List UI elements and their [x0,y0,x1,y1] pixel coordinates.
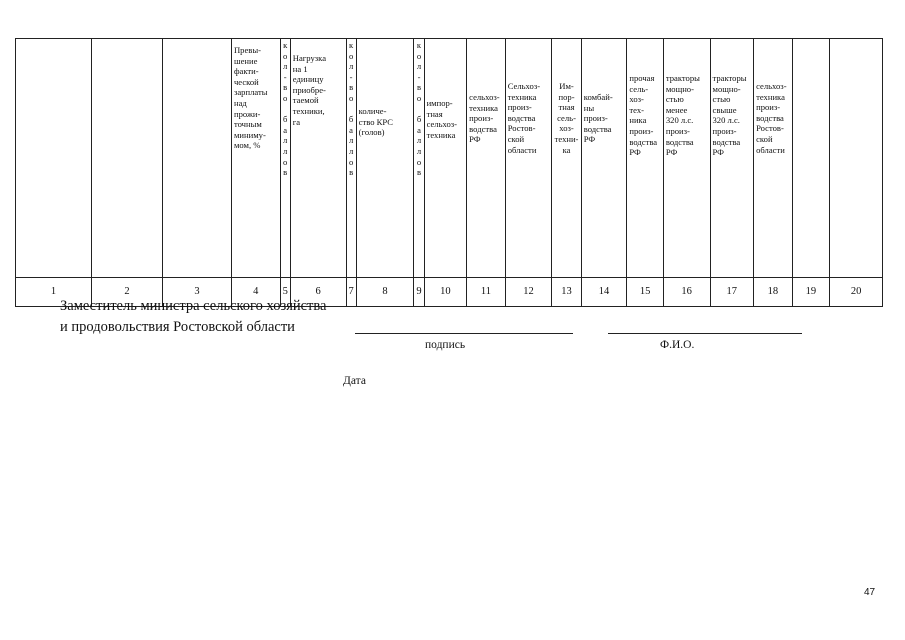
header-cell-load-per-unit: Нагрузка на 1 единицу приобре- таемой техники, га [290,39,346,278]
column-number: 7 [346,278,356,307]
column-number: 1 [16,278,92,307]
page-number: 47 [864,587,876,598]
header-cell-cattle-count: количе- ство КРС (голов) [356,39,414,278]
column-number: 2 [92,278,163,307]
header-cell-points: к о л - в о б а л л о в [414,39,424,278]
column-number: 15 [627,278,664,307]
column-number: 14 [581,278,627,307]
header-cell [16,39,92,278]
header-cell-machinery-rostov-2: сельхоз- техника произ- водства Ростов- ской области [754,39,793,278]
date-label: Дата [343,375,366,387]
column-number: 5 [280,278,290,307]
name-line [608,333,802,334]
position-title-line-2: и продовольствия Ростовской области [60,319,295,335]
column-number: 3 [163,278,232,307]
column-number: 4 [231,278,280,307]
header-cell [830,39,883,278]
column-number: 10 [424,278,467,307]
column-number: 12 [505,278,552,307]
header-cell-tractors-over-320: тракторы мощно- стью свыше 320 л.с. произ- водства РФ [710,39,754,278]
column-number: 13 [552,278,581,307]
name-caption: Ф.И.О. [660,339,695,351]
header-cell-machinery-rf: сельхоз- техника произ- водства РФ [467,39,506,278]
column-number: 19 [792,278,830,307]
header-cell [92,39,163,278]
signature-line [355,333,573,334]
header-cell-salary-excess: Превы- шение факти- ческой зарплаты над прожи- точным миниму- мом, % [231,39,280,278]
header-cell-tractors-under-320: тракторы мощно- стью менее 320 л.с. произ- водства РФ [663,39,710,278]
column-number: 8 [356,278,414,307]
signature-caption: подпись [425,339,466,351]
column-number: 18 [754,278,793,307]
column-number: 6 [290,278,346,307]
column-number: 16 [663,278,710,307]
header-cell-combines-rf: комбай- ны произ- водства РФ [581,39,627,278]
position-title-line-1: Заместитель министра сельского хозяйства [60,298,327,314]
column-number: 9 [414,278,424,307]
column-number: 11 [467,278,506,307]
header-cell-imported: Им- пор- тная сель- хоз- техни- ка [552,39,581,278]
header-cell-machinery-rostov: Сельхоз- техника произ- водства Ростов- ской области [505,39,552,278]
header-cell-points: к о л - в о б а л л о в [280,39,290,278]
header-cell-imported-machinery: импор- тная сельхоз- техника [424,39,467,278]
data-table [15,38,883,307]
column-number: 20 [830,278,883,307]
column-number: 17 [710,278,754,307]
header-cell [163,39,232,278]
header-cell-other-machinery-rf: прочая сель- хоз- тех- ника произ- водства РФ [627,39,664,278]
header-cell [792,39,830,278]
table-header-row [16,39,883,278]
header-cell-points: к о л - в о б а л л о в [346,39,356,278]
